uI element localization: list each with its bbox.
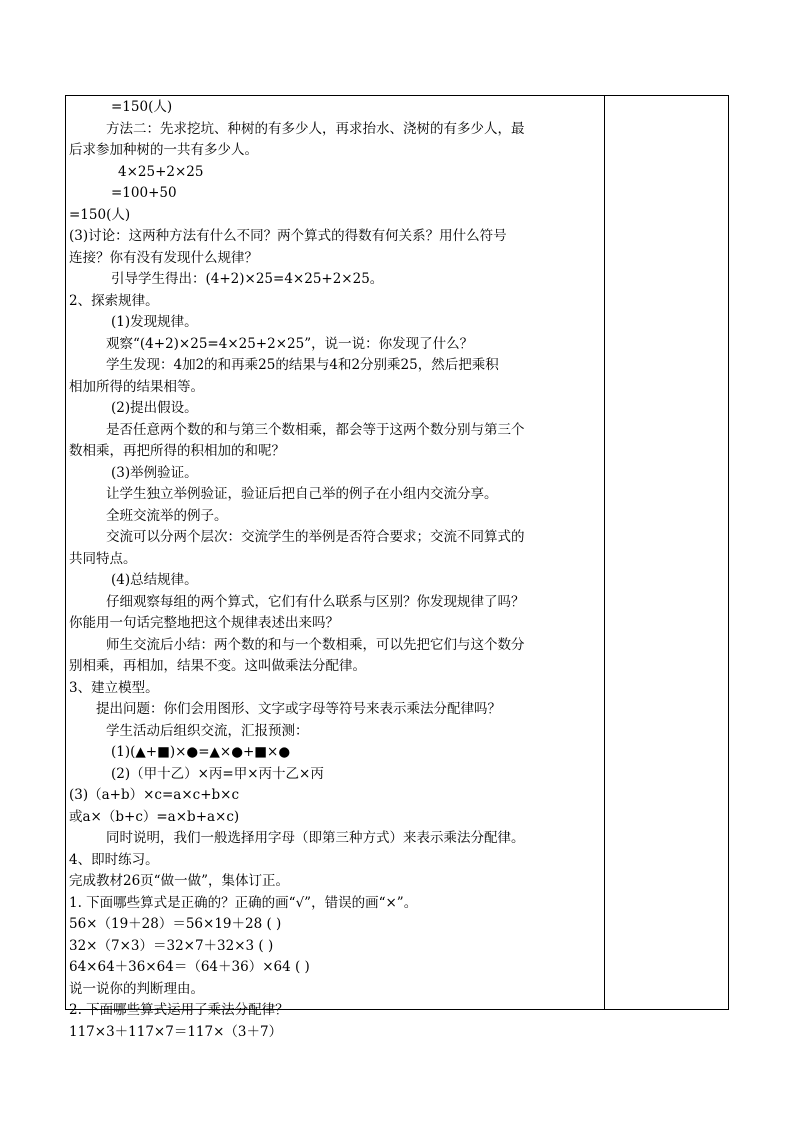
text-line: 师生交流后小结：两个数的和与一个数相乘，可以先把它们与这个数分 bbox=[106, 636, 525, 653]
formula-line: =150(人) bbox=[69, 206, 131, 223]
text-line: 学生发现：4加2的和再乘25的结果与4和2分别乘25，然后把乘积 bbox=[106, 357, 499, 373]
text-line: 方法二：先求挖坑、种树的有多少人，再求抬水、浇树的有多少人，最 bbox=[106, 120, 525, 137]
text-line: 相加所得的结果相等。 bbox=[69, 378, 204, 395]
exercise-item: 117×3＋117×7＝117×（3＋7） bbox=[69, 1023, 283, 1040]
exercise-item: 32×（7×3）＝32×7＋32×3 ( ) bbox=[69, 937, 274, 954]
lesson-content-cell bbox=[69, 97, 601, 1043]
formula-line: (1)(▲+■)×●=▲×●+■×● bbox=[111, 744, 291, 760]
text-line: 交流可以分两个层次：交流学生的举例是否符合要求；交流不同算式的 bbox=[106, 529, 525, 545]
text-line: 是否任意两个数的和与第三个数相乘，都会等于这两个数分别与第三个 bbox=[106, 421, 525, 438]
text-line: 提出问题：你们会用图形、文字或字母等符号来表示乘法分配律吗？ bbox=[96, 701, 501, 717]
section-heading: 3、建立模型。 bbox=[69, 679, 159, 696]
formula-line: =100+50 bbox=[111, 185, 177, 201]
text-line: 你能用一句话完整地把这个规律表述出来吗？ bbox=[69, 615, 339, 631]
text-line: =150(人) bbox=[111, 99, 173, 115]
text-line: 共同特点。 bbox=[69, 550, 137, 567]
formula-line: (3)（a+b）×c=a×c+b×c bbox=[69, 787, 240, 803]
section-heading: 2、探索规律。 bbox=[69, 292, 159, 309]
text-line: 后求参加种树的一共有多少人。 bbox=[69, 142, 258, 158]
text-line: 全班交流举的例子。 bbox=[106, 507, 228, 524]
text-line: 连接？你有没有发现什么规律？ bbox=[69, 249, 258, 266]
subsection-heading: (1)发现规律。 bbox=[111, 314, 198, 330]
text-line: 观察“(4+2)×25=4×25+2×25”，说一说：你发现了什么？ bbox=[106, 335, 474, 352]
formula-line: 或a×（b+c）=a×b+a×c) bbox=[69, 808, 240, 825]
exercise-question: 1. 下面哪些算式是正确的？正确的画“√”，错误的画“×”。 bbox=[69, 894, 418, 911]
text-line: 同时说明，我们一般选择用字母（即第三种方式）来表示乘法分配律。 bbox=[106, 830, 525, 846]
text-line: 学生活动后组织交流，汇报预测： bbox=[106, 722, 309, 739]
subsection-heading: (2)提出假设。 bbox=[111, 400, 198, 416]
subsection-heading: (3)举例验证。 bbox=[111, 464, 198, 481]
exercise-item: 64×64＋36×64＝（64＋36）×64 ( ) bbox=[69, 959, 310, 975]
notes-cell bbox=[605, 96, 728, 1009]
text-line: (3)讨论：这两种方法有什么不同？两个算式的得数有何关系？用什么符号 bbox=[69, 228, 507, 244]
text-line: 完成教材26页“做一做”，集体订正。 bbox=[69, 873, 289, 889]
formula-line: (2)（甲十乙）×丙=甲×丙十乙×丙 bbox=[111, 765, 324, 782]
section-heading: 4、即时练习。 bbox=[69, 851, 159, 868]
text-line: 说一说你的判断理由。 bbox=[69, 980, 204, 997]
text-line: 让学生独立举例验证，验证后把自己举的例子在小组内交流分享。 bbox=[106, 486, 498, 502]
text-line: 数相乘，再把所得的积相加的和呢？ bbox=[69, 443, 285, 459]
formula-line: 4×25+2×25 bbox=[118, 163, 204, 180]
exercise-item: 56×（19＋28）＝56×19＋28 ( ) bbox=[69, 916, 282, 932]
text-line: 仔细观察每组的两个算式，它们有什么联系与区别？你发现规律了吗？ bbox=[106, 593, 525, 610]
text-line: 别相乘，再相加，结果不变。这叫做乘法分配律。 bbox=[69, 658, 366, 674]
lesson-table bbox=[65, 95, 729, 1040]
subsection-heading: (4)总结规律。 bbox=[111, 572, 198, 588]
text-line: 引导学生得出：(4+2)×25=4×25+2×25。 bbox=[111, 271, 384, 287]
exercise-question: 2. 下面哪些算式运用了乘法分配律？ bbox=[69, 1002, 289, 1018]
